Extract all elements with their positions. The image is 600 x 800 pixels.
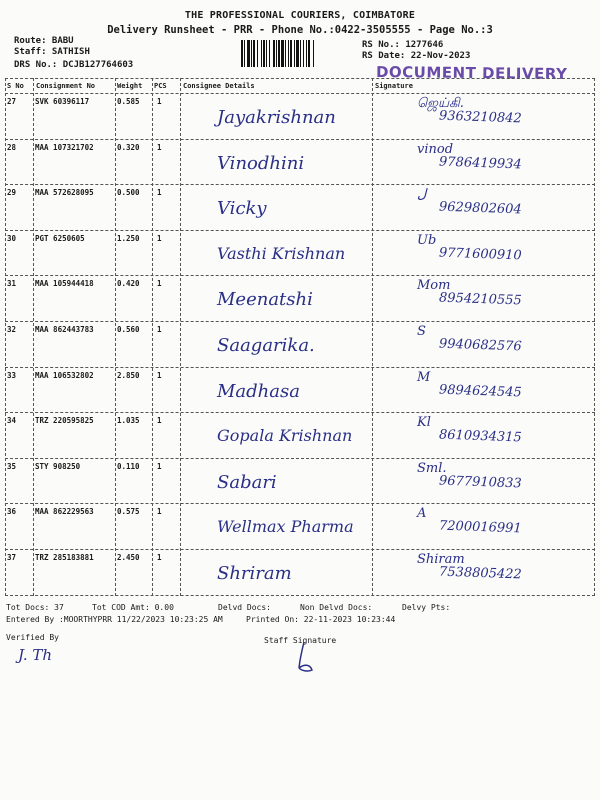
- row-weight: 0.110: [117, 461, 140, 471]
- row-consignee-name: Vinodhini: [217, 152, 305, 174]
- row-consignment-no: MAA 107321702: [35, 142, 94, 152]
- row-sno: 36: [7, 507, 17, 517]
- runsheet-table: [5, 78, 595, 596]
- non-delivered-docs: Non Delvd Docs:: [300, 603, 373, 612]
- row-sno: 30: [7, 233, 17, 243]
- row-signature-mark: Sml.: [417, 460, 447, 476]
- row-weight: 1.035: [117, 416, 140, 426]
- staff-label: Staff: SATHISH: [14, 47, 90, 57]
- row-sno: 33: [7, 370, 17, 380]
- row-pcs: 1: [157, 142, 162, 152]
- row-signature-phone: 7538805422: [438, 564, 522, 583]
- row-consignment-no: TRZ 285183881: [35, 553, 94, 562]
- row-pcs: 1: [157, 507, 162, 517]
- row-signature-mark: ஜெய்கி.: [417, 96, 464, 111]
- drs-number: DRS No.: DCJB127764603: [14, 60, 134, 70]
- row-consignment-no: SVK 60396117: [35, 97, 90, 106]
- row-signature-mark: vinod: [417, 141, 454, 157]
- col-weight: Weight: [117, 82, 143, 90]
- row-weight: 0.320: [117, 142, 140, 152]
- row-weight: 1.250: [117, 233, 140, 243]
- delivered-docs: Delvd Docs:: [218, 603, 271, 612]
- row-signature-phone: 9894624545: [438, 382, 522, 401]
- row-consignee-name: Vicky: [217, 198, 267, 220]
- row-pcs: 1: [157, 553, 162, 562]
- row-weight: 0.420: [117, 279, 140, 289]
- col-consignee: Consignee Details: [183, 82, 255, 90]
- runsheet-subtitle: Delivery Runsheet - PRR - Phone No.:0422-3505555 - Page No.:3: [107, 24, 493, 36]
- total-docs: Tot Docs: 37: [6, 603, 64, 612]
- row-pcs: 1: [157, 461, 162, 471]
- row-signature-mark: Shiram: [417, 552, 465, 567]
- document-delivery-stamp: DOCUMENT DELIVERY: [375, 62, 568, 84]
- staff-signature-label: Staff Signature: [264, 636, 337, 645]
- row-signature-mark: M: [417, 369, 431, 385]
- rs-number: RS No.: 1277646: [362, 40, 444, 50]
- row-signature-phone: 9771600910: [438, 245, 522, 264]
- row-consignment-no: PGT 6250605: [35, 233, 85, 243]
- row-signature-phone: 9940682576: [438, 336, 522, 355]
- row-weight: 0.575: [117, 507, 140, 517]
- total-cod: Tot COD Amt: 0.00: [92, 603, 174, 612]
- staff-signature-mark: [290, 640, 320, 674]
- row-weight: 2.450: [117, 553, 140, 562]
- col-sno: S No: [7, 82, 24, 90]
- row-pcs: 1: [157, 370, 162, 380]
- row-sno: 34: [7, 416, 17, 426]
- row-signature-phone: 9677910833: [438, 473, 522, 492]
- row-weight: 2.850: [117, 370, 140, 380]
- row-pcs: 1: [157, 325, 162, 334]
- row-sno: 29: [7, 188, 17, 198]
- row-consignment-no: MAA 862443783: [35, 325, 94, 334]
- row-weight: 0.500: [117, 188, 140, 198]
- row-sno: 31: [7, 279, 17, 289]
- row-sno: 32: [7, 325, 17, 334]
- row-consignee-name: Sabari: [217, 471, 277, 493]
- row-signature-phone: 9786419934: [438, 154, 522, 173]
- row-consignment-no: MAA 105944418: [35, 279, 94, 289]
- row-signature-mark: A: [417, 506, 427, 522]
- row-consignee-name: Gopala Krishnan: [217, 426, 353, 446]
- row-signature-mark: ل: [417, 187, 427, 203]
- row-consignment-no: MAA 106532802: [35, 370, 94, 380]
- verified-signature: J. Th: [18, 646, 53, 664]
- row-signature-phone: 7200016991: [438, 518, 522, 537]
- row-signature-mark: S: [417, 324, 426, 339]
- entered-by: Entered By :MOORTHYPRR 11/22/2023 10:23:25 AM: [6, 615, 223, 624]
- row-consignee-name: Saagarika.: [217, 335, 315, 356]
- row-consignee-name: Shriram: [217, 563, 292, 584]
- row-consignment-no: MAA 572628095: [35, 188, 94, 198]
- row-sno: 28: [7, 142, 17, 152]
- row-signature-mark: Mom: [417, 278, 451, 294]
- row-consignee-name: Meenatshi: [217, 289, 313, 311]
- row-sno: 27: [7, 97, 17, 106]
- row-sno: 37: [7, 553, 17, 562]
- delivery-points: Delvy Pts:: [402, 603, 451, 612]
- row-consignment-no: MAA 862229563: [35, 507, 94, 517]
- row-consignee-name: Wellmax Pharma: [217, 517, 354, 537]
- row-consignee-name: Vasthi Krishnan: [217, 243, 346, 263]
- row-consignment-no: TRZ 220595825: [35, 416, 94, 426]
- row-signature-phone: 9629802604: [438, 199, 522, 218]
- verified-by-label: Verified By: [6, 633, 59, 642]
- row-signature-phone: 8610934315: [438, 427, 522, 446]
- col-pcs: PCS: [154, 82, 167, 90]
- row-weight: 0.585: [117, 97, 140, 106]
- row-pcs: 1: [157, 188, 162, 198]
- barcode: [241, 40, 354, 67]
- col-signature: Signature: [375, 82, 413, 90]
- printed-on: Printed On: 22-11-2023 10:23:44: [246, 615, 396, 624]
- row-consignment-no: STY 908250: [35, 461, 81, 471]
- row-pcs: 1: [157, 97, 162, 106]
- row-weight: 0.560: [117, 325, 140, 334]
- row-sno: 35: [7, 461, 17, 471]
- route-label: Route: BABU: [14, 36, 74, 46]
- rs-date: RS Date: 22-Nov-2023: [362, 51, 471, 61]
- row-pcs: 1: [157, 416, 162, 426]
- row-signature-mark: Ub: [417, 232, 437, 248]
- row-pcs: 1: [157, 233, 162, 243]
- col-consignment: Consignment No: [36, 82, 96, 90]
- row-pcs: 1: [157, 279, 162, 289]
- row-signature-phone: 8954210555: [438, 290, 522, 309]
- row-consignee-name: Madhasa: [217, 380, 300, 402]
- row-signature-mark: Kl: [417, 415, 431, 431]
- row-consignee-name: Jayakrishnan: [217, 107, 336, 128]
- company-title: THE PROFESSIONAL COURIERS, COIMBATORE: [184, 10, 416, 21]
- row-signature-phone: 9363210842: [438, 108, 522, 127]
